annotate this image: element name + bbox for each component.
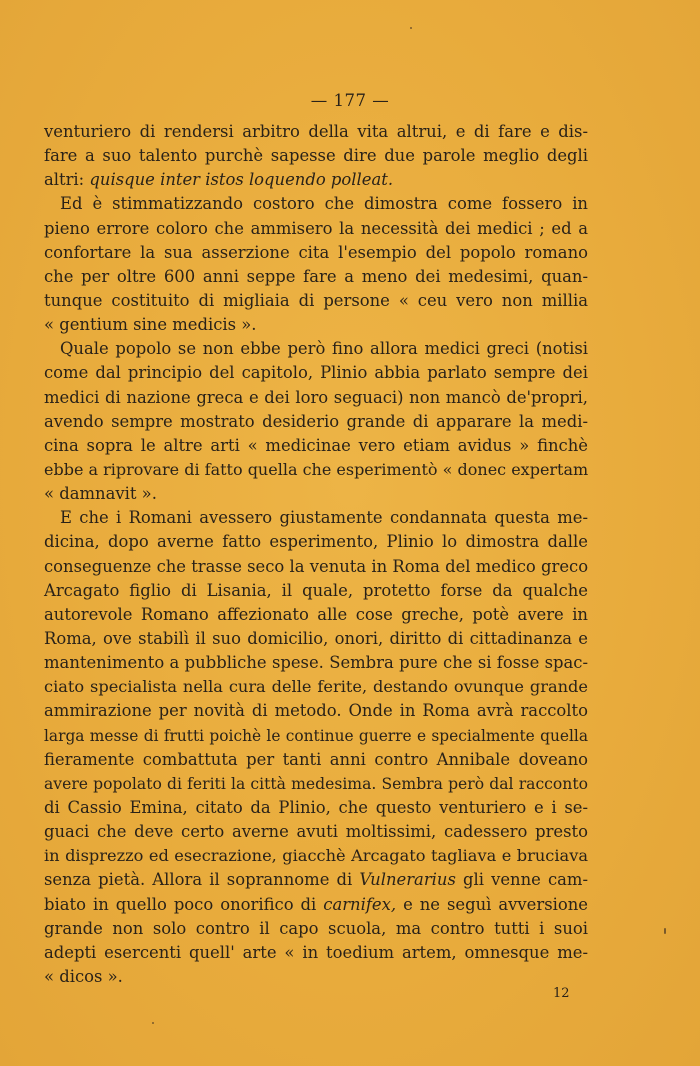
text-line: venturiero di rendersi arbitro della vita altrui, e di fare e dis- <box>44 122 588 141</box>
paper-speck <box>664 928 666 934</box>
text-line: pieno errore coloro che ammisero la necessità dei medici ; ed a <box>44 218 588 238</box>
page-number: — 177 — <box>310 91 390 110</box>
text-line: ammirazione per novità di metodo. Onde in Roma avrà raccolto <box>44 701 588 721</box>
text-line: E che i Romani avessero giustamente condannata questa me- <box>60 508 588 528</box>
text-line: grande non solo contro il capo scuola, ma contro tutti i suoi <box>44 918 588 938</box>
text-line: « dicos ». <box>44 966 123 986</box>
text-line: tunque costituito di migliaia di persone « ceu vero non millia <box>44 290 588 310</box>
text-line: fare a suo talento purchè sapesse dire due parole meglio degli <box>44 146 588 166</box>
signature-mark: 12 <box>553 986 570 1001</box>
italic-term: Vulnerarius <box>359 870 456 890</box>
text-line: dicina, dopo averne fatto esperimento, Plinio lo dimostra dalle <box>44 532 588 552</box>
text-line: Roma, ove stabilì il suo domicilio, onori, diritto di cittadinanza e <box>44 628 588 648</box>
text-line: ebbe a riprovare di fatto quella che esperimentò « donec expertam <box>44 459 589 479</box>
text-segment: biato in quello poco onorifico di <box>44 894 324 914</box>
text-line: di Cassio Emina, citato da Plinio, che questo venturiero e i se- <box>44 797 588 817</box>
italic-term: quisque inter istos loquendo polleat. <box>89 170 394 190</box>
text-line: come dal principio del capitolo, Plinio abbia parlato sempre dei <box>44 363 588 383</box>
text-line: confortare la sua asserzione cita l'esempio del popolo romano <box>44 242 588 262</box>
text-line: ciato specialista nella cura delle ferite, destando ovunque grande <box>44 677 588 697</box>
body-text <box>44 120 588 989</box>
text-segment: senza pietà. Allora il soprannome di <box>44 870 360 890</box>
italic-term: carnifex, <box>323 894 397 914</box>
text-line: fieramente combattuta per tanti anni contro Annibale doveano <box>44 749 588 769</box>
text-line <box>44 893 588 917</box>
paper-speck <box>410 27 412 29</box>
text-line: autorevole Romano affezionato alle cose greche, potè avere in <box>44 604 588 624</box>
text-line: conseguenze che trasse seco la venuta in Roma del medico greco <box>44 556 589 576</box>
text-line: Arcagato figlio di Lisania, il quale, protetto forse da qualche <box>44 580 588 600</box>
text-line: avendo sempre mostrato desiderio grande di apparare la medi- <box>44 411 588 431</box>
text-line: che per oltre 600 anni seppe fare a meno dei medesimi, quan- <box>44 266 588 286</box>
text-line: cina sopra le altre arti « medicinae vero etiam avidus » finchè <box>44 435 588 455</box>
text-line: « gentium sine medicis ». <box>44 315 257 335</box>
text-segment: altri: <box>44 170 90 190</box>
text-line <box>44 868 588 892</box>
text-line: Quale popolo se non ebbe però fino allora medici greci (notisi <box>60 339 588 359</box>
text-segment: gli venne cam- <box>455 870 588 890</box>
paper-speck <box>152 1022 154 1024</box>
text-line: adepti esercenti quell' arte « in toedium artem, omnesque me- <box>44 942 588 962</box>
text-line: mantenimento a pubbliche spese. Sembra pure che si fosse spac- <box>44 653 588 673</box>
text-line: in disprezzo ed esecrazione, giacchè Arcagato tagliava e bruciava <box>44 846 588 866</box>
text-segment: e ne seguì avversione <box>396 894 588 914</box>
text-line: larga messe di frutti poichè le continue guerre e specialmente quella <box>44 726 588 745</box>
text-line <box>44 168 588 192</box>
text-line: guaci che deve certo averne avuti moltissimi, cadessero presto <box>44 822 588 842</box>
text-line: medici di nazione greca e dei loro seguaci) non mancò de'propri, <box>44 387 588 407</box>
text-line: « damnavit ». <box>44 484 157 504</box>
text-line: Ed è stimmatizzando costoro che dimostra come fossero in <box>60 194 588 214</box>
text-line: avere popolato di feriti la città medesima. Sembra però dal racconto <box>44 774 588 793</box>
